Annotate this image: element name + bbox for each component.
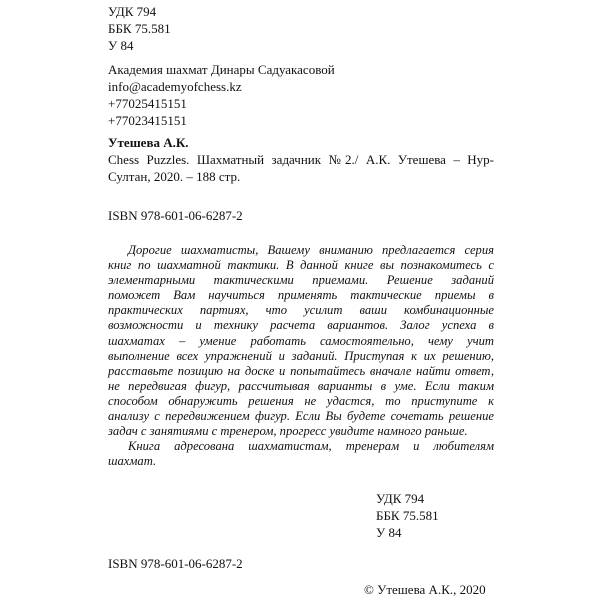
isbn: ISBN 978-601-06-6287-2 [108, 208, 243, 223]
author-heading: Утешева А.К. [108, 135, 189, 150]
bbk-code: ББК 75.581 [376, 508, 439, 523]
annotation-line: поможет Вам научиться применять тактические приемы в [108, 288, 494, 303]
udk-code: УДК 794 [376, 491, 425, 506]
author-mark: У 84 [108, 38, 134, 53]
publisher-phone: +77023415151 [108, 113, 187, 128]
citation-text: Chess Puzzles. Шахматный задачник №2./ А.К. Утешева – Нур-Султан, 2020. – 188 стр. [108, 152, 494, 184]
bibliographic-citation [108, 151, 494, 185]
annotation-line: способом обнаружить решения не удастся, то приступите к [108, 393, 494, 408]
annotation [108, 243, 494, 469]
annotation-line: задач с занятиями с тренером, прогресс увидите намного раньше. [108, 424, 468, 439]
publisher-info [108, 61, 335, 129]
annotation-line: возможности и технику расчета вариантов. Залог успеха в [108, 318, 494, 333]
annotation-line: Книга адресована шахматистам, тренерам и любителям [128, 439, 494, 454]
bbk-code: ББК 75.581 [108, 21, 171, 36]
annotation-line: расставьте позицию на доске и попытайтесь вначале найти ответ, [108, 363, 494, 378]
publisher-name: Академия шахмат Динары Садуакасовой [108, 62, 335, 77]
annotation-line: практических партиях, что усилит ваши комбинационные [108, 303, 494, 318]
publisher-email: info@academyofchess.kz [108, 79, 242, 94]
udk-code: УДК 794 [108, 4, 157, 19]
author-mark: У 84 [376, 525, 402, 540]
annotation-line: книг по шахматной тактики. В данной книге вы познакомитесь с [108, 258, 494, 273]
publisher-phone: +77025415151 [108, 96, 187, 111]
annotation-line: не передвигая фигур, рассчитывая варианты в уме. Если таким [108, 378, 494, 393]
annotation-line: элементарными тактическими приемами. Решение заданий [108, 273, 494, 288]
annotation-line: Дорогие шахматисты, Вашему вниманию предлагается серия [128, 243, 494, 257]
annotation-line: шахмат. [108, 454, 157, 469]
header-classification-codes [108, 3, 171, 54]
copyright-notice: © Утешева А.К., 2020 [364, 582, 486, 597]
annotation-line: анализу с передвижением фигур. Если Вы будете сочетать решение [108, 409, 494, 424]
footer-classification-codes [376, 490, 439, 541]
annotation-line: выполнение всех упражнений и заданий. Приступая к их решению, [108, 348, 494, 363]
isbn: ISBN 978-601-06-6287-2 [108, 556, 243, 571]
annotation-line: шахматах – умение работать самостоятельно, чему учит [108, 333, 494, 348]
